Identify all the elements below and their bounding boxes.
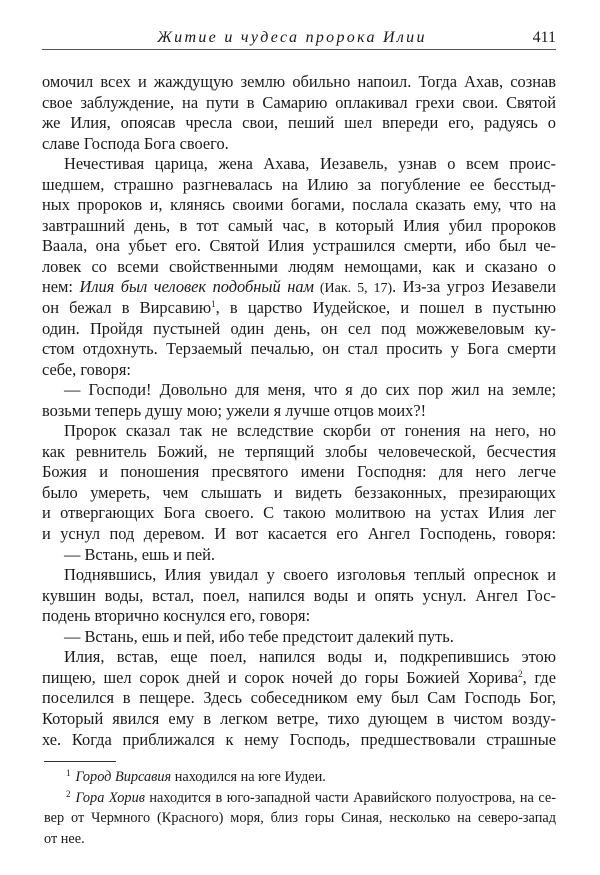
body-text — [42, 72, 556, 750]
footnote-divider — [44, 761, 116, 762]
text-line: было умереть, чем слышать и видеть беззаконных, презирающих — [42, 482, 556, 502]
text-line-with-quote — [42, 277, 556, 298]
text-line-with-footnote — [42, 668, 556, 689]
text-line: шедшем, страшно разгневалась на Илию за погубление ее бесстыд- — [42, 174, 556, 194]
footnote-2-continued: от нее. — [44, 830, 85, 847]
text-segment: он бежал в Вирсавию — [42, 298, 212, 318]
text-line: славе Господа Бога своего. — [42, 133, 229, 153]
text-line: Божия и поношения пресвятого имени Господня: для него легче — [42, 462, 556, 482]
scripture-reference: (Иак. 5, 17) — [313, 281, 393, 297]
text-line: как ревнитель Божий, не терпящий злобы человеческой, бесчестия — [42, 441, 556, 461]
text-line-with-footnote — [42, 298, 556, 319]
dialogue-line: — Встань, ешь и пей. — [64, 544, 216, 564]
dialogue-line: — Встань, ешь и пей, ибо тебе предстоит далекий путь. — [64, 626, 454, 646]
footnote-text: находился на юге Иудеи. — [171, 769, 326, 785]
running-header — [42, 28, 556, 50]
text-segment: , в царство Иудейское, и пошел в пустыню — [215, 298, 556, 318]
page-number: 411 — [532, 29, 556, 46]
text-line: один. Пройдя пустыней один день, он сел под можжевеловым ку- — [42, 318, 556, 338]
text-line: кувшин воды, встал, поел, напился воды и опять уснул. Ангел Гос- — [42, 585, 556, 605]
text-line: возьми теперь душу мою; ужели я лучше отцов моих?! — [42, 400, 427, 420]
text-line: и отвергающих Бога своего. С такою молитвою на устах Илия лег — [42, 503, 556, 523]
paragraph-start-line: Илия, встав, еще поел, напился воды и, подкрепившись этою — [64, 647, 556, 667]
paragraph-start-line: Нечестивая царица, жена Ахава, Иезавель, узнав о всем проис- — [64, 154, 556, 174]
text-line: подень вторично коснулся его, говоря: — [42, 606, 311, 626]
text-line: ных пророков и, клянясь своими богами, послала сказать ему, что на — [42, 195, 556, 215]
running-title: Житие и чудеса пророка Илии — [157, 29, 427, 46]
text-line: омочил всех и жаждущую землю обильно напоил. Тогда Ахав, сознав — [42, 72, 556, 91]
paragraph-start-line: Пророк сказал так не вследствие скорби от гонения на него, но — [64, 421, 556, 441]
text-line: поселился в пещере. Здесь собеседником ему был Сам Господь Бог, — [42, 688, 556, 708]
footnote-term: Город Вирсавия — [75, 769, 172, 785]
text-line: стом отдохнуть. Терзаемый печалью, он стал просить у Бога смерти — [42, 339, 556, 359]
footnote-term: Гора Хорив — [75, 789, 145, 806]
footnote-marker-1[interactable]: 1 — [211, 299, 216, 310]
footnote-2 — [44, 788, 556, 809]
footnote-number: 2 — [66, 788, 71, 799]
text-segment: . Из-за угроз Иезавели — [392, 277, 556, 297]
footnote-marker-2[interactable]: 2 — [518, 668, 523, 679]
footnote-number: 1 — [66, 768, 71, 778]
paragraph-start-line: Поднявшись, Илия увидал у своего изголовья теплый опреснок и — [64, 565, 556, 585]
text-line: Который явился ему в легком ветре, тихо дующем в чистом возду- — [42, 708, 556, 728]
dialogue-line: — Господи! Довольно для меня, что я до сих пор жил на земле; — [64, 380, 556, 400]
text-segment: нем: — [42, 277, 80, 297]
text-line: Ваала, она убьет его. Святой Илия устрашился смерти, ибо был че- — [42, 236, 556, 256]
footnotes — [44, 767, 556, 849]
text-line: себе, говоря: — [42, 359, 131, 379]
footnote-2-continued: вер от Чермного (Красного) моря, близ горы Синая, несколько на северо-запад — [44, 810, 556, 826]
text-line: ловек со всеми свойственными людям немощами, как и сказано о — [42, 256, 556, 276]
text-line: хе. Когда приближался к нему Господь, предшествовали страшные — [42, 729, 556, 749]
text-line: завтрашний день, в тот самый час, в который Илия убил пророков — [42, 215, 556, 235]
footnote-1 — [44, 767, 556, 788]
text-line: же Илия, опоясав чресла свои, пеший шел впереди его, радуясь о — [42, 113, 556, 133]
text-segment: , где — [522, 667, 556, 687]
footnote-text: находится в юго-западной части Аравийского полуострова, на се- — [144, 789, 556, 806]
scripture-quote: Илия был человек подобный нам — [79, 277, 314, 297]
text-line: и уснул под деревом. И вот касается его Ангел Господень, говоря: — [42, 524, 556, 544]
text-segment: пищею, шел сорок дней и сорок ночей до горы Божией Хорива — [42, 667, 519, 687]
text-line: свое заблуждение, на пути в Самарию оплакивал грехи свои. Святой — [42, 92, 556, 112]
